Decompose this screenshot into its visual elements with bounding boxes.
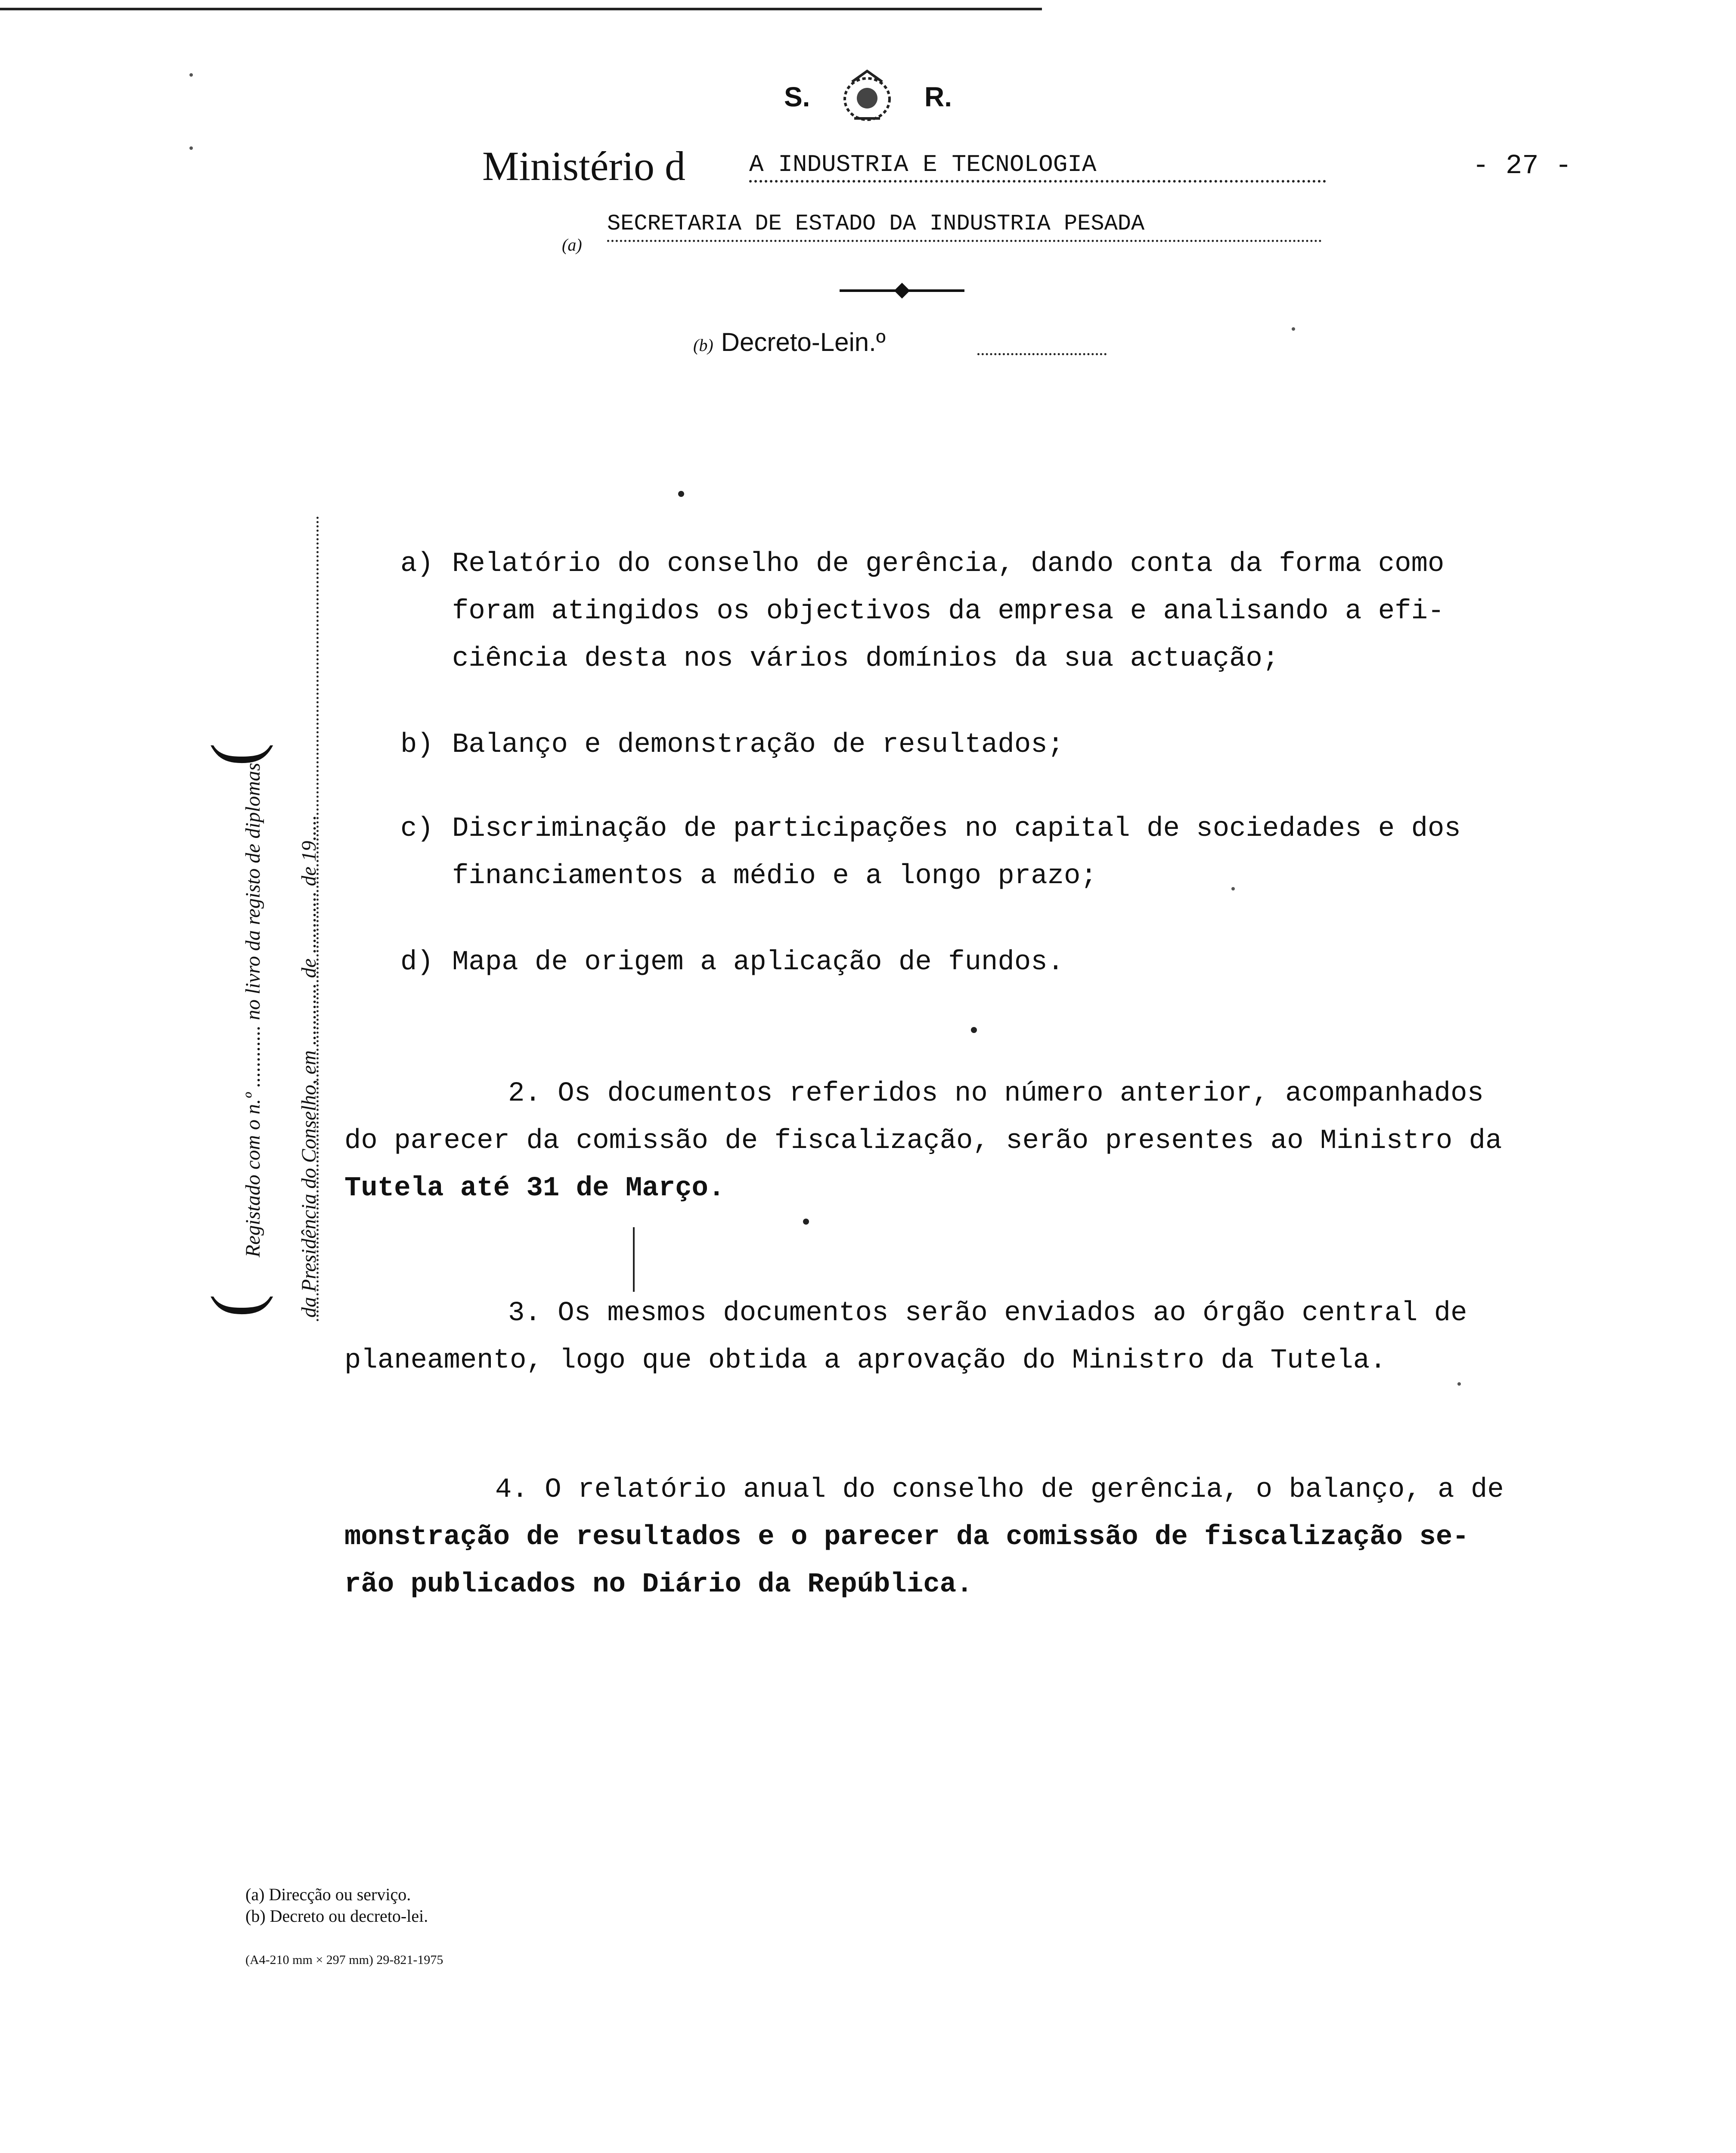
item-a-line-1: Relatório do conselho de gerência, dando conta da forma como (452, 549, 1445, 580)
margin-registration-outer: Registado com o n.º ............ no livro da registo de diplomas (242, 763, 264, 1257)
stray-dot (678, 491, 684, 497)
item-d-line-1: Mapa de origem a aplicação de fundos. (452, 947, 1064, 978)
stray-mark (633, 1227, 635, 1292)
secretaria-marker: (a) (562, 235, 582, 254)
stray-dot (971, 1027, 977, 1033)
decreto-line (693, 327, 886, 357)
item-c-line-2: financiamentos a médio e a longo prazo; (452, 861, 1097, 892)
para-4-line-2: monstração de resultados e o parecer da comissão de fiscalização se- (344, 1522, 1469, 1553)
secretaria-title: SECRETARIA DE ESTADO DA INDUSTRIA PESADA (607, 211, 1322, 242)
item-a-line-2: foram atingidos os objectivos da empresa e analisando a efi- (452, 596, 1445, 627)
item-c-line-1: Discriminação de participações no capital de sociedades e dos (452, 813, 1461, 844)
item-d-label: d) (400, 947, 434, 978)
para-3-line-1: 3. Os mesmos documentos serão enviados ao órgão central de (508, 1298, 1467, 1329)
para-2-line-2: do parecer da comissão de fiscalização, serão presentes ao Ministro da (344, 1126, 1502, 1157)
margin-bracket-bottom: ( (197, 1294, 274, 1318)
left-letter: S. (784, 81, 810, 112)
para-3-line-2: planeamento, logo que obtida a aprovação do Ministro da Tutela. (344, 1345, 1386, 1376)
decreto-label: Decreto-Lein.º (721, 328, 886, 357)
stray-speck (1457, 1382, 1461, 1386)
item-b-label: b) (400, 729, 434, 760)
item-b-line-1: Balanço e demonstração de resultados; (452, 729, 1064, 760)
stray-speck (1231, 887, 1235, 890)
ministry-name: A INDUSTRIA E TECNOLOGIA (749, 151, 1326, 183)
footnote-b: (b) Decreto ou decreto-lei. (245, 1906, 428, 1926)
stray-speck (1292, 327, 1295, 331)
print-info: (A4-210 mm × 297 mm) 29-821-1975 (245, 1953, 443, 1967)
page-number: - 27 - (1472, 151, 1572, 182)
para-2-line-1: 2. Os documentos referidos no número anterior, acompanhados (508, 1078, 1484, 1109)
decreto-marker: (b) (693, 335, 713, 355)
para-2-line-3: Tutela até 31 de Março. (344, 1173, 725, 1204)
header-emblem-row (0, 65, 1736, 129)
stray-speck (189, 146, 193, 150)
top-rule (0, 8, 1042, 10)
footnote-a: (a) Direcção ou serviço. (245, 1885, 411, 1904)
item-a-line-3: ciência desta nos vários domínios da sua actuação; (452, 643, 1279, 674)
stray-speck (189, 73, 193, 77)
divider-diamond-icon (894, 283, 910, 299)
margin-registration-inner: da Presidência do Conselho, em ............ de ............ de 19..... (298, 815, 320, 1318)
para-4-line-3: rão publicados no Diário da República. (344, 1569, 973, 1600)
stray-dot (803, 1219, 809, 1225)
item-c-label: c) (400, 813, 434, 844)
ministry-prefix: Ministério d (482, 143, 685, 189)
coat-of-arms-icon (835, 65, 899, 129)
decreto-number-blank (977, 336, 1107, 355)
para-4-line-1: 4. O relatório anual do conselho de gerência, o balanço, a de (495, 1474, 1504, 1505)
right-letter: R. (924, 81, 952, 112)
margin-bracket-top: ( (197, 743, 274, 766)
margin-dotted-line (316, 517, 319, 1322)
item-a-label: a) (400, 549, 434, 580)
